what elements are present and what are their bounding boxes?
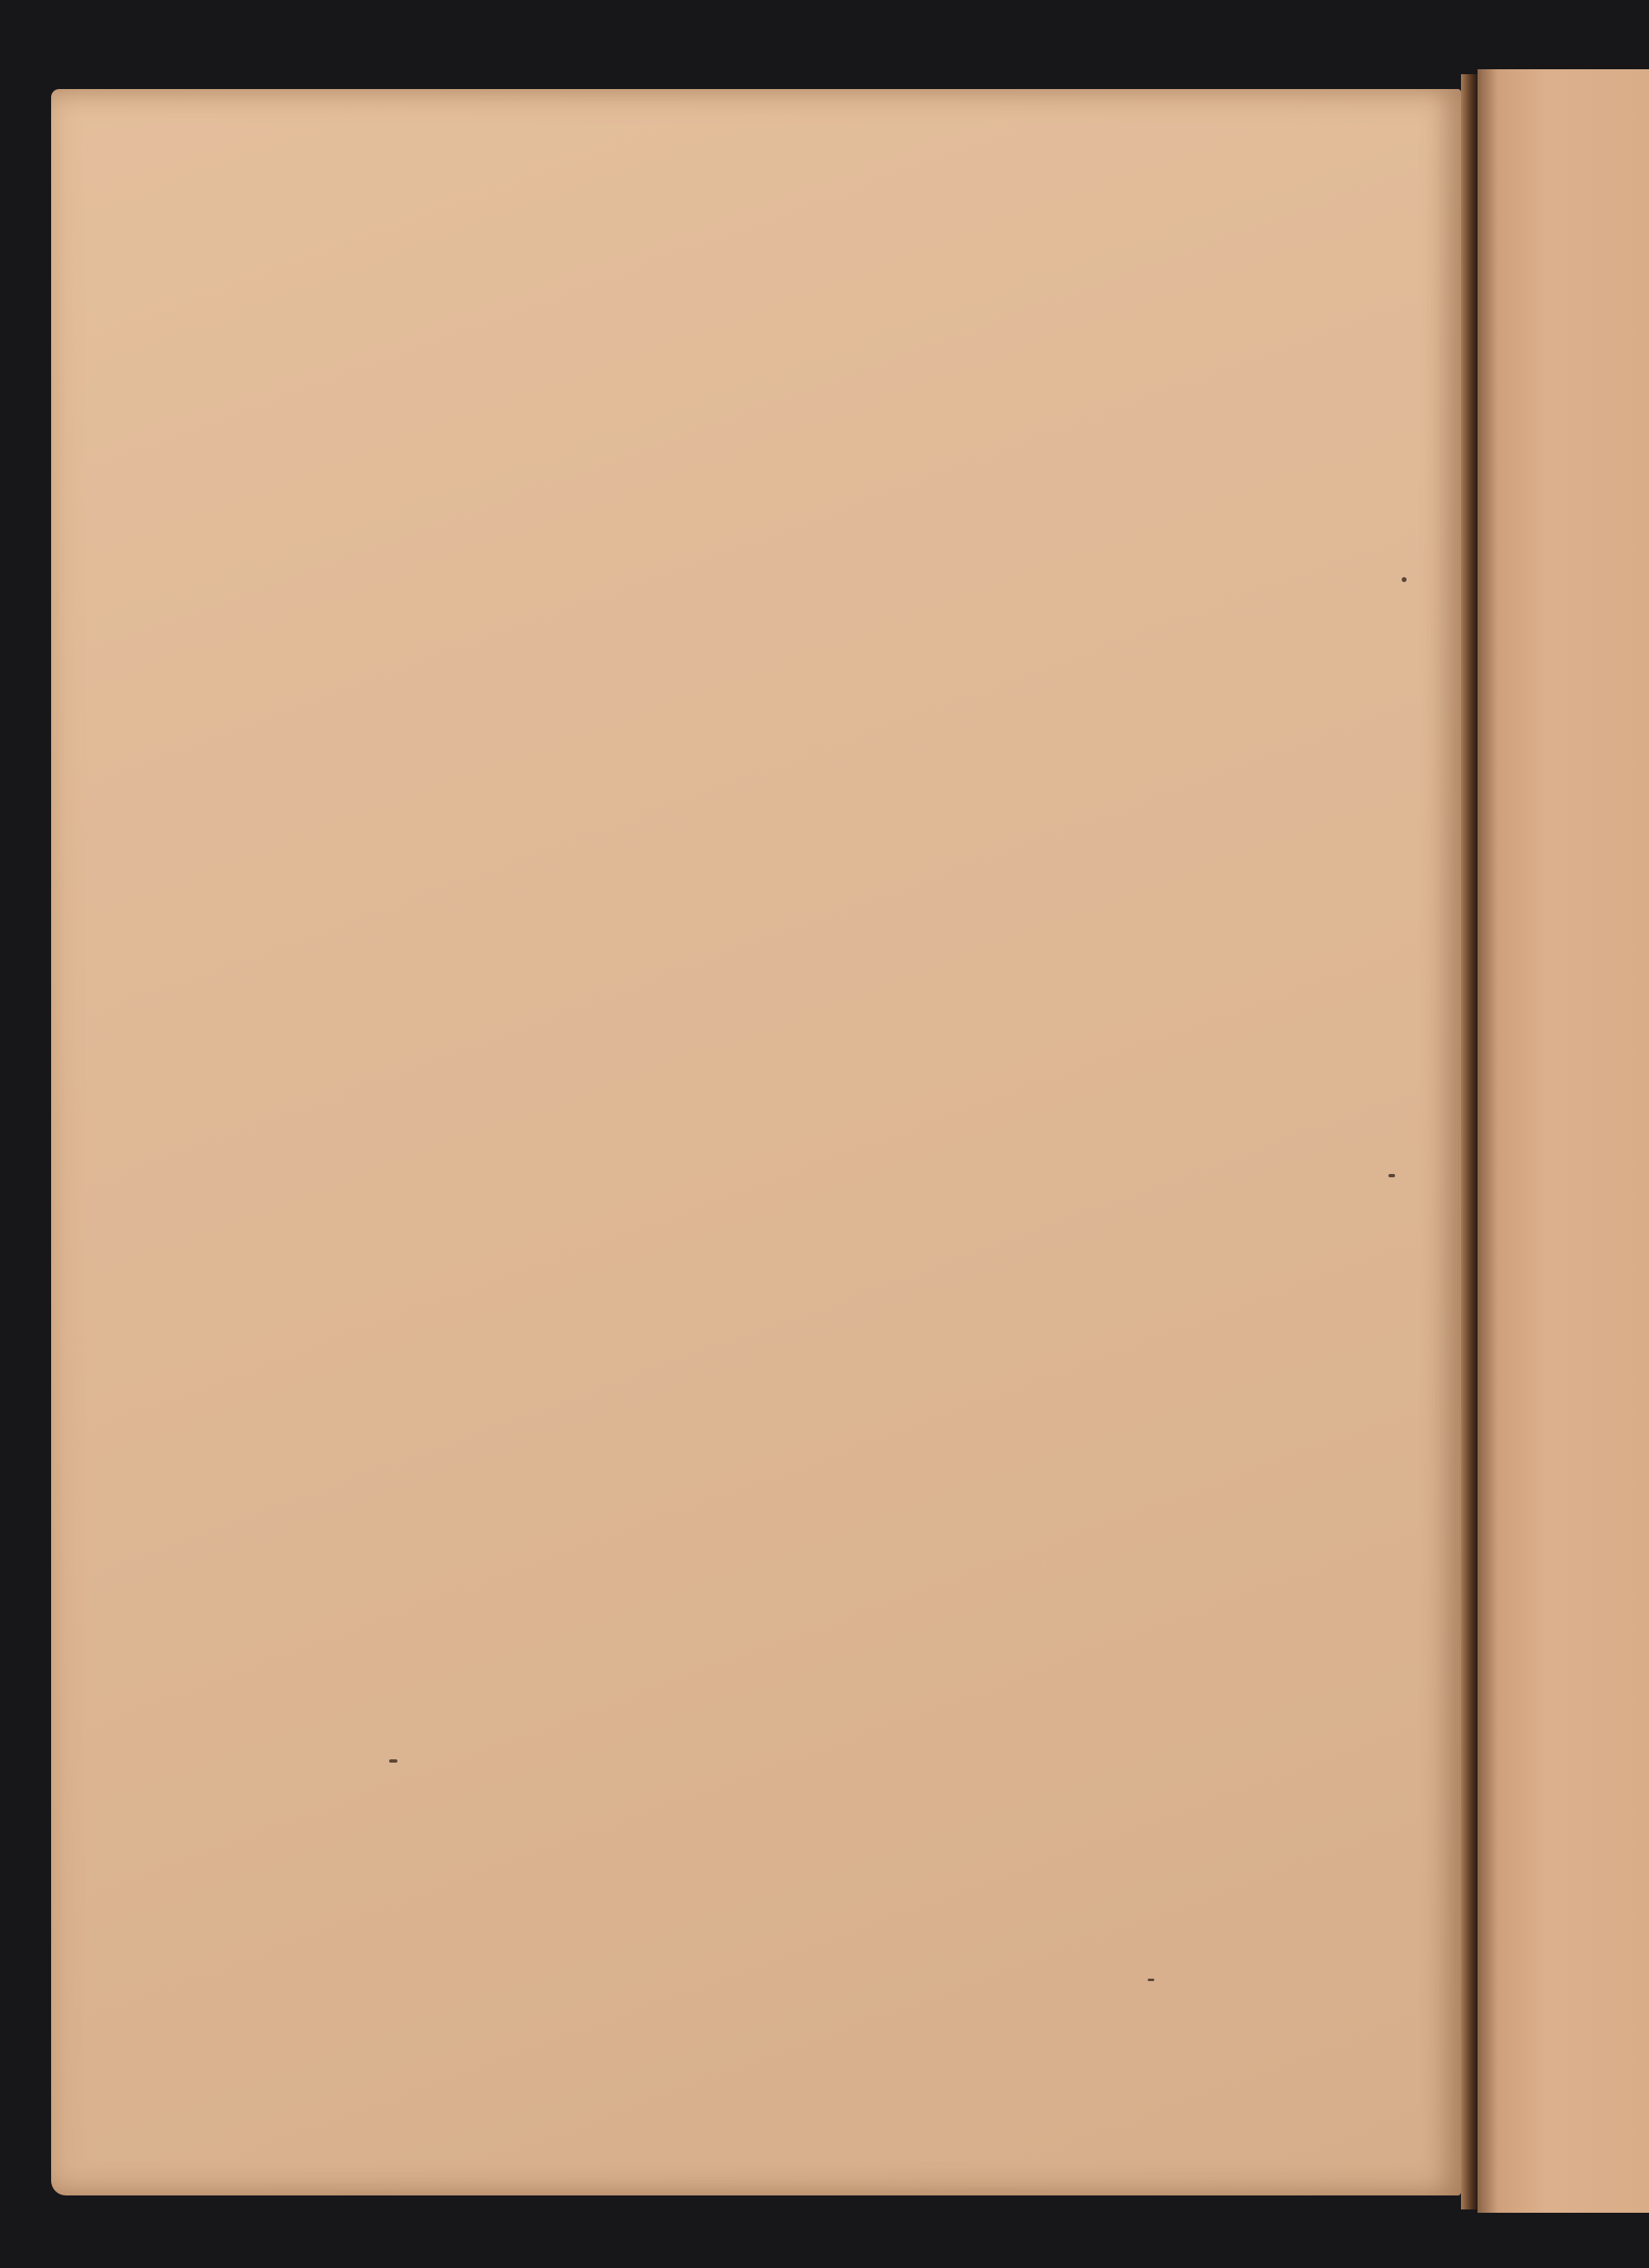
paper-speck <box>1148 1979 1154 1981</box>
paper-speck <box>1402 577 1407 582</box>
paper-speck <box>389 1759 397 1763</box>
left-page <box>51 89 1461 2195</box>
facing-page <box>1478 69 1649 2213</box>
paper-speck <box>1388 1174 1395 1177</box>
book-gutter <box>1461 74 1478 2209</box>
